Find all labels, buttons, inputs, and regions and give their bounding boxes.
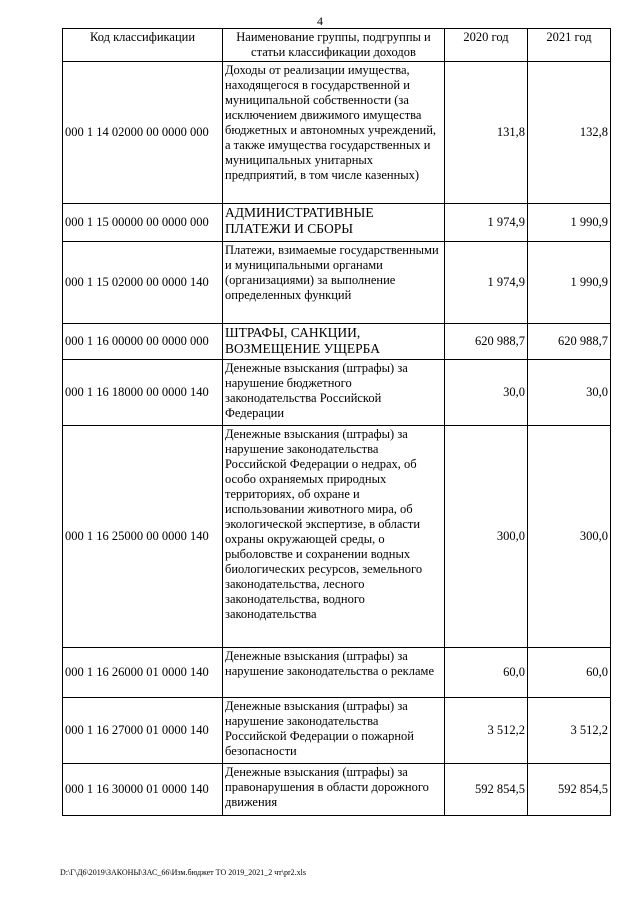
row-name: Денежные взыскания (штрафы) за нарушение бюджетного законодательства Российской Федерации [223, 360, 445, 426]
page-number: 4 [317, 14, 323, 28]
row-code: 000 1 16 26000 01 0000 140 [63, 648, 223, 698]
row-name: АДМИНИСТРАТИВНЫЕ ПЛАТЕЖИ И СБОРЫ [223, 204, 445, 242]
row-code: 000 1 16 00000 00 0000 000 [63, 324, 223, 360]
row-value-2021: 30,0 [528, 360, 611, 426]
row-code: 000 1 16 30000 01 0000 140 [63, 764, 223, 816]
row-value-2020: 30,0 [445, 360, 528, 426]
row-value-2021: 592 854,5 [528, 764, 611, 816]
row-value-2020: 592 854,5 [445, 764, 528, 816]
row-value-2020: 1 974,9 [445, 204, 528, 242]
table-row [63, 204, 611, 242]
row-code: 000 1 16 27000 01 0000 140 [63, 698, 223, 764]
row-value-2020: 300,0 [445, 426, 528, 648]
row-name: Доходы от реализации имущества, находящегося в государственной и муниципальной собственности (за исключением движимого имущества бюджетных и автономных учреждений, а также имущества государственных и муниципальных унитарных предприятий, в том числе казенных) [223, 62, 445, 204]
row-value-2021: 1 990,9 [528, 242, 611, 324]
table-row [63, 698, 611, 764]
row-value-2021: 3 512,2 [528, 698, 611, 764]
table-row [63, 648, 611, 698]
header-2020: 2020 год [445, 29, 528, 62]
row-name: Платежи, взимаемые государственными и муниципальными органами (организациями) за выполнение определенных функций [223, 242, 445, 324]
table-row [63, 62, 611, 204]
table-row [63, 426, 611, 648]
row-code: 000 1 15 02000 00 0000 140 [63, 242, 223, 324]
header-name: Наименование группы, подгруппы и статьи классификации доходов [223, 29, 445, 62]
row-value-2021: 60,0 [528, 648, 611, 698]
file-path-footer: D:\Г\Д6\2019\ЗАКОНЫ\ЗАС_66\Изм.бюджет ТО 2019_2021_2 чт\pr2.xls [60, 868, 306, 877]
row-value-2020: 620 988,7 [445, 324, 528, 360]
row-value-2020: 3 512,2 [445, 698, 528, 764]
row-value-2020: 60,0 [445, 648, 528, 698]
revenue-table [62, 28, 611, 816]
table-row [63, 242, 611, 324]
row-value-2021: 620 988,7 [528, 324, 611, 360]
table-header-row [63, 29, 611, 62]
row-value-2021: 1 990,9 [528, 204, 611, 242]
row-value-2021: 132,8 [528, 62, 611, 204]
row-value-2020: 1 974,9 [445, 242, 528, 324]
row-name: Денежные взыскания (штрафы) за правонарушения в области дорожного движения [223, 764, 445, 816]
row-value-2021: 300,0 [528, 426, 611, 648]
row-value-2020: 131,8 [445, 62, 528, 204]
row-name: Денежные взыскания (штрафы) за нарушение законодательства Российской Федерации о пожарной безопасности [223, 698, 445, 764]
row-code: 000 1 16 18000 00 0000 140 [63, 360, 223, 426]
row-name: ШТРАФЫ, САНКЦИИ, ВОЗМЕЩЕНИЕ УЩЕРБА [223, 324, 445, 360]
table-row [63, 360, 611, 426]
table-row [63, 324, 611, 360]
row-name: Денежные взыскания (штрафы) за нарушение законодательства о рекламе [223, 648, 445, 698]
table-row [63, 764, 611, 816]
row-name: Денежные взыскания (штрафы) за нарушение законодательства Российской Федерации о недрах, об особо охраняемых природных территориях, об охране и использовании животного мира, об экологической экспертизе, в области охраны окружающей среды, о рыболовстве и сохранении водных биологических ресурсов, земельного законодательства, лесного законодательства, водного законодательства [223, 426, 445, 648]
row-code: 000 1 15 00000 00 0000 000 [63, 204, 223, 242]
header-2021: 2021 год [528, 29, 611, 62]
row-code: 000 1 14 02000 00 0000 000 [63, 62, 223, 204]
header-code: Код классификации [63, 29, 223, 62]
row-code: 000 1 16 25000 00 0000 140 [63, 426, 223, 648]
